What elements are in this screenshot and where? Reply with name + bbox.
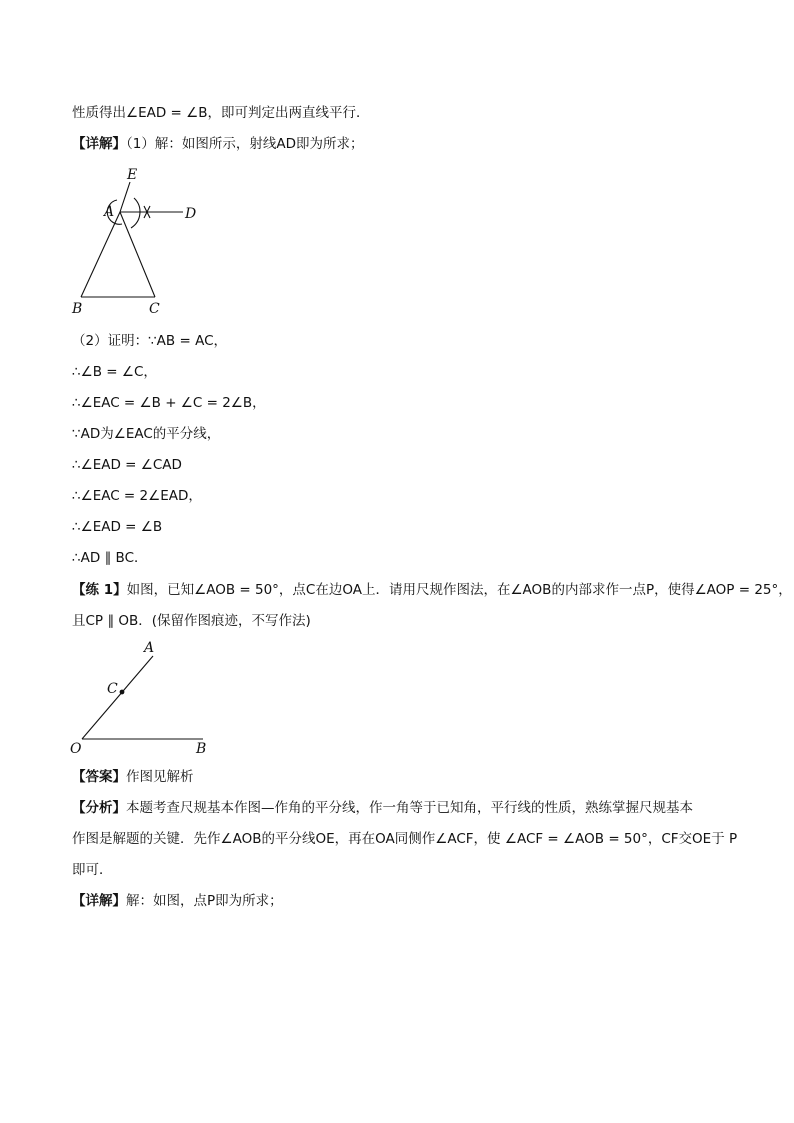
construction-arc xyxy=(131,198,140,228)
label-d: D xyxy=(185,206,197,222)
ray-ae xyxy=(120,182,130,212)
detail2-text: 解：如图，点P即为所求； xyxy=(126,893,283,909)
answer-tag: 【答案】 xyxy=(72,769,126,785)
text-line-11 xyxy=(72,581,792,599)
answer-text: 作图见解析 xyxy=(126,769,194,785)
text-line-1: 性质得出∠EAD = ∠B，即可判定出两直线平行． xyxy=(72,105,370,121)
text-line-17 xyxy=(72,892,283,910)
label-b2: B xyxy=(196,741,207,757)
text-line-9: ∴∠EAD = ∠B xyxy=(72,519,163,535)
practice-tag: 【练 1】 xyxy=(72,582,127,598)
figure-triangle xyxy=(60,160,220,320)
text-line-8: ∴∠EAC = 2∠EAD， xyxy=(72,488,202,504)
text-line-6: ∵AD为∠EAC的平分线， xyxy=(72,426,221,442)
text-line-12: 且CP ∥ OB．(保留作图痕迹，不写作法) xyxy=(72,613,311,629)
label-c2: C xyxy=(107,681,118,697)
text-line-13 xyxy=(72,768,194,786)
label-o2: O xyxy=(70,741,82,757)
detail-tag: 【详解】 xyxy=(72,136,126,152)
analysis-tag: 【分析】 xyxy=(72,800,126,816)
detail-text: （1）解：如图所示，射线AD即为所求； xyxy=(126,136,364,152)
label-e: E xyxy=(127,167,138,183)
text-line-7: ∴∠EAD = ∠CAD xyxy=(72,457,182,473)
text-line-3: （2）证明：∵AB = AC， xyxy=(72,333,227,349)
text-line-15: 作图是解题的关键．先作∠AOB的平分线OE，再在OA同侧作∠ACF，使 ∠ACF = ∠AOB = 50°，CF交OE于 P xyxy=(72,831,738,847)
practice-text: 如图，已知∠AOB = 50°，点C在边OA上．请用尺规作图法，在∠AOB的内部求作一点P，使得∠AOP = 25°， xyxy=(126,582,792,598)
text-line-14 xyxy=(72,799,693,817)
label-a: A xyxy=(104,204,115,220)
label-a2: A xyxy=(144,640,155,656)
text-line-10: ∴AD ∥ BC． xyxy=(72,550,148,566)
segment-ac xyxy=(120,212,155,297)
detail2-tag: 【详解】 xyxy=(72,893,126,909)
segment-ab xyxy=(81,212,120,297)
text-line-2 xyxy=(72,135,363,153)
label-c: C xyxy=(149,301,160,317)
text-line-5: ∴∠EAC = ∠B + ∠C = 2∠B， xyxy=(72,395,266,411)
text-line-16: 即可． xyxy=(72,862,113,878)
analysis-text: 本题考查尺规基本作图—作角的平分线，作一角等于已知角，平行线的性质，熟练掌握尺规基本 xyxy=(126,800,693,816)
figure-angle xyxy=(66,636,226,761)
text-line-4: ∴∠B = ∠C， xyxy=(72,364,157,380)
label-b: B xyxy=(72,301,83,317)
point-c xyxy=(120,690,125,695)
ray-oa xyxy=(82,656,153,739)
